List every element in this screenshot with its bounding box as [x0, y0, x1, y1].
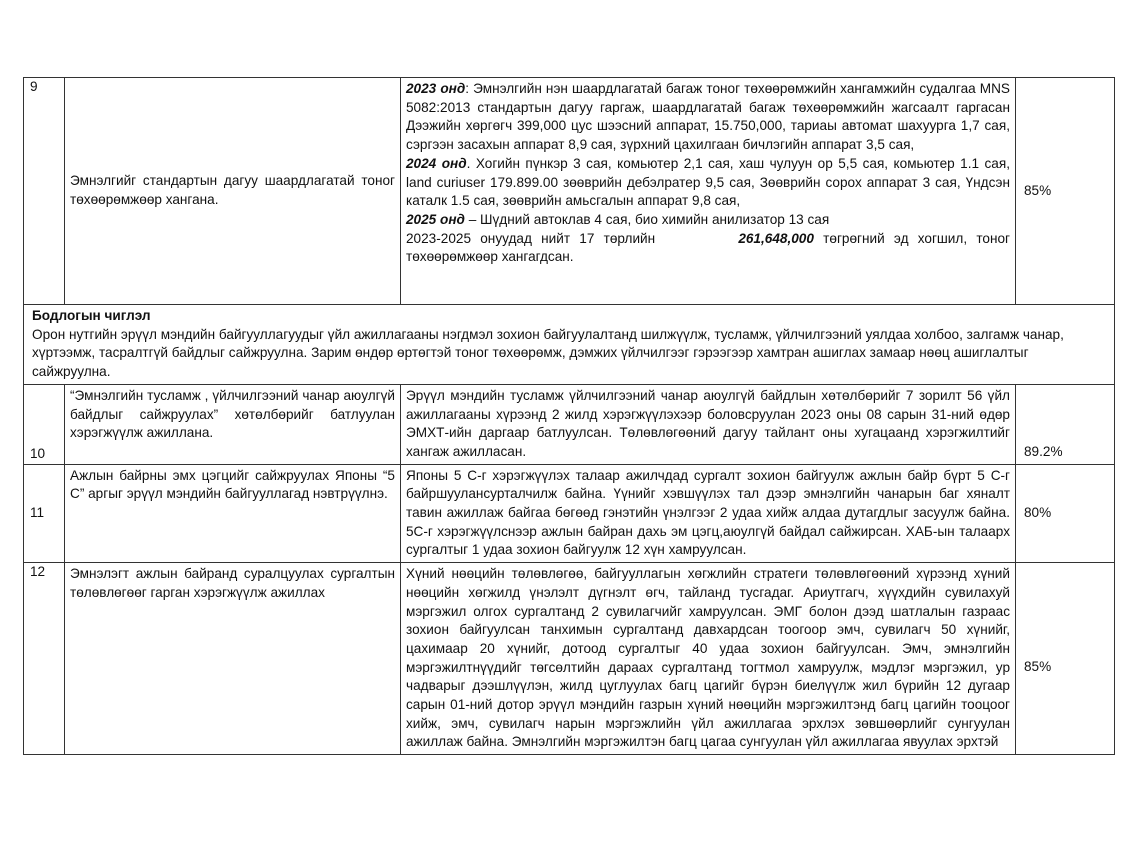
task-text: “Эмнэлгийн тусламж , үйлчилгээний чанар аюулгүй байдлыг сайжруулах” хөтөлбөрийг батлуулан хэрэгжүүлж ажиллана.	[70, 387, 395, 441]
task-text: Эмнэлэгт ажлын байранд суралцуулах сургалтын төлөвлөгөөг гарган хэрэгжүүлж ажиллах	[70, 566, 395, 600]
percent-cell: 80%	[1016, 464, 1115, 563]
table-row	[24, 384, 1115, 464]
task-text: Эмнэлгийг стандартын дагуу шаардлагатай тоног төхөөрөмжөөр хангана.	[70, 173, 395, 207]
task-cell	[65, 384, 401, 464]
policy-heading: Бодлогын чиглэл	[32, 308, 151, 323]
result-text: – Шүдний автоклав 4 сая, био химийн анилизатор 13 сая	[464, 211, 830, 227]
task-cell	[65, 78, 401, 305]
result-text: Эрүүл мэндийн тусламж үйлчилгээний чанар аюулгүй байдлын хөтөлбөрийг 7 зорилт 56 үйл ажиллагааны хүрээнд 2 жилд хэрэгжүүлэхээр боловсруулан 2023 оны 08 сарын 31-ний өдөр ЭМХТ-ийн даргаар батлуулсан. Төлөвлөгөөний дагуу тайлант оны хугацаанд хэрэгжилтийг хангаж ажилласан.	[406, 387, 1010, 459]
row-number: 10	[24, 384, 65, 464]
result-cell	[401, 464, 1016, 563]
task-cell	[65, 464, 401, 563]
report-table	[23, 77, 1115, 755]
policy-text: Орон нутгийн эрүүл мэндийн байгууллагуудыг үйл ажиллагааны нэгдмэл зохион байгуулалтанд шилжүүлж, тусламж, үйлчилгээний уялдаа холбоо, залгамж чанар, хүртээмж, тасралтгүй байдлыг сайжруулна. Зарим өндөр өртөгтэй тоног төхөөрөмж, дэмжих үйлчилгээг гэрээгээр хамтран ашиглах замаар нөөц ашиглалтыг сайжруулна.	[32, 326, 1064, 380]
year-label: 2023 онд	[406, 81, 466, 96]
policy-cell	[24, 305, 1115, 385]
table-row	[24, 464, 1115, 563]
result-text: : Эмнэлгийн нэн шаардлагатай багаж тоног төхөөрөмжийн хангамжийн судалгаа MNS 5082:2013 стандартын дагуу гаргаж, шаардлагатай багаж төхөөрөмжийн жагсаалт гаргасан Дээжийн хөргөгч 399,000 цус шээсний аппарат, 15.750,000, тариаы автомат шахуурга 1,7 сая, сэргээн засахын аппарат 8,9 сая, зүрхний цахилгаан бичлэгийн аппарат 3,5 сая,	[406, 81, 1010, 153]
row-number: 11	[24, 464, 65, 563]
summary-post: төгрөгний эд хогшил, тоног төхөөрөмжөөр хангагдсан.	[406, 230, 1011, 265]
table-row	[24, 563, 1115, 755]
percent-cell: 85%	[1016, 563, 1115, 755]
result-cell	[401, 384, 1016, 464]
result-text: . Хогийн пүнкэр 3 сая, комьютер 2,1 сая, хаш чулуун ор 5,5 сая, комьютер 1.1 сая, land curiuser 179.899.00 зөөврийн дебэлратер 9,5 сая, Зөөврийн сорох аппарат 3 сая, Үндсэн каталк 1.5 сая, зөөврийн амьсгалын аппарат 9,8 сая,	[406, 155, 1011, 209]
percent-cell: 85%	[1016, 78, 1115, 305]
summary-amount: 261,648,000	[738, 230, 814, 246]
result-text: Японы 5 С-г хэрэгжүүлэх талаар ажилчдад сургалт зохион байгуулж ажлын байр бүрт 5 С-г байршуулансурталчилж байна. Үүнийг хэвшүүлэх тал дээр эмнэлгийн чанарын баг хяналт тавин ажиллаж байгаа бөгөөд гэнэтийн үнэлгээг 2 удаа хийж алдаа дутагдлыг засуулж байна. 5С-г хэрэгжүүлснээр ажлын байран дахь эм цэгц,аюулгүй байдал сайжирсан. ХАБ-ын талаарх сургалтыг 1 удаа зохион байгуулж 12 хүн хамруулсан.	[406, 467, 1010, 558]
result-text: Хүний нөөцийн төлөвлөгөө, байгууллагын хөгжлийн стратеги төлөвлөгөөний хүрээнд хүний нөөцийн хөгжилд үнэлэлт дүгнэлт өгч, тайланд тусгадаг. Ариутгагч, хүүхдийн сувилахуй мэргэжил олгох сургалтанд 2 сувилагчийг хамруулсан. ЭМГ болон дээд шатлалын газраас зохион байгуулсан танхимын сургалтанд давхардсан тоогоор эмч, сувилагч 50 хүнийг, цахимаар 20 хүнийг, дотоод сургалтыг 40 удаа зохион байгуулсан. Эмч, эмнэлгийн мэргэжилтнүүдийг төгсөлтийн дараах сургалтанд тогтмол хамруулж, мэдлэг мэргэжил, ур чадварыг дээшлүүлэн, жилд цуглуулах багц цагийг бүрэн биелүүлж жил бүрийн 12 дугаар сарын 01-ний дотор эрүүл мэндийн газрын хүний нөөцийн мэргэжилтэнд багц цагийн тооцоог хийж, эмч, сувилагч нарын мэргэжлийн үйл ажиллагаа эрхлэх зөвшөөрлийг сунгуулан ажиллаж байна. Эмнэлгийн мэргэжилтэн багц цагаа сунгуулан үйл ажиллагаа явуулах эрхтэй	[406, 566, 1010, 750]
result-cell	[401, 78, 1016, 305]
table-row	[24, 78, 1115, 305]
task-text: Ажлын байрны эмх цэгцийг сайжруулах Японы “5 С” аргыг эрүүл мэндийн байгууллагад нэвтрүүлнэ.	[70, 467, 395, 502]
policy-row	[24, 305, 1115, 385]
percent-cell: 89.2%	[1016, 384, 1115, 464]
year-label: 2024 онд	[406, 155, 467, 171]
task-cell	[65, 563, 401, 755]
row-number: 12	[24, 563, 65, 755]
summary-pre: 2023-2025 онуудад нийт 17 төрлийн	[406, 230, 656, 246]
result-cell	[401, 563, 1016, 755]
row-number: 9	[24, 78, 65, 305]
year-label: 2025 онд	[406, 211, 465, 227]
